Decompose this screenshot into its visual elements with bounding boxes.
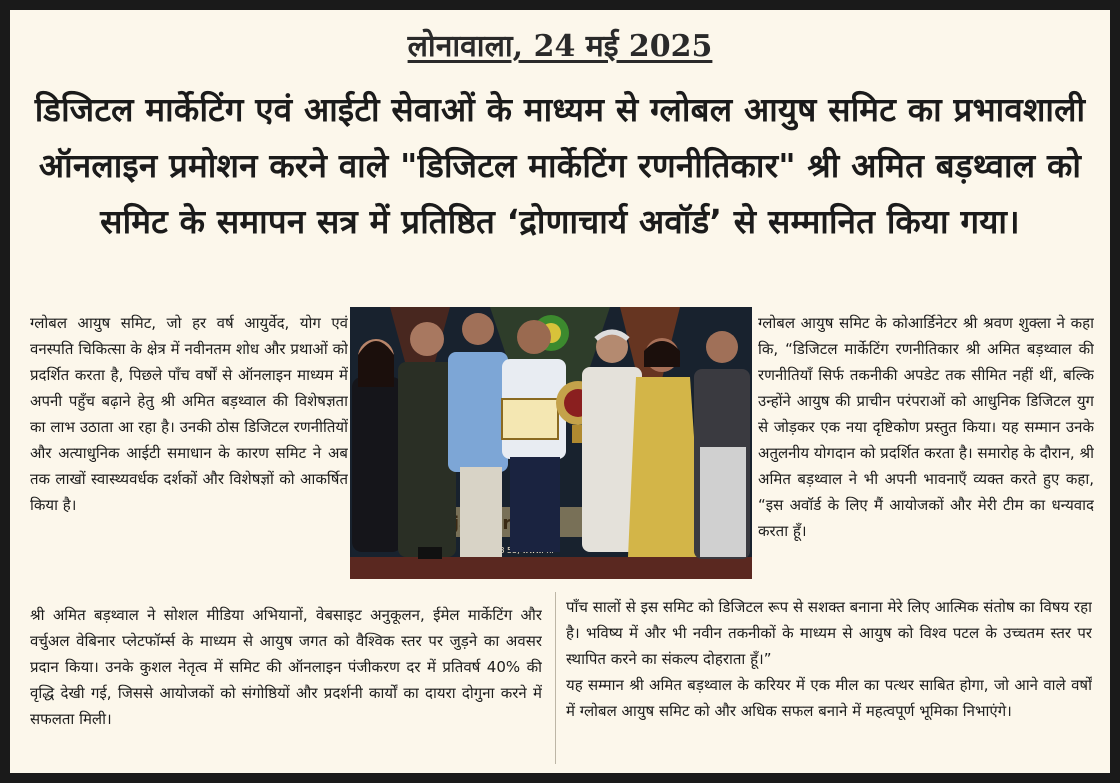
article-paragraph: पाँच सालों से इस समिट को डिजिटल रूप से सशक्त बनाना मेरे लिए आत्मिक संतोष का विषय रहा है। भविष्य में और भी नवीन तकनीकों के माध्यम से आयुष को विश्व पटल के उच्चतम स्तर पर स्थापित करने का संकल्प दोहराता हूँ।” — [566, 598, 1092, 668]
article-column-right — [758, 310, 1094, 590]
article-column-bottom-left — [30, 602, 542, 762]
newspaper-clipping — [10, 10, 1110, 773]
award-ceremony-photo — [350, 307, 752, 579]
article-paragraph: यह सम्मान श्री अमित बड़थ्वाल के करियर में एक मील का पत्थर साबित होगा, जो आने वाले वर्षों में ग्लोबल आयुष समिट को और अधिक सफल बनाने में महत्वपूर्ण भूमिका निभाएंगे। — [566, 676, 1092, 720]
article-paragraph: ग्लोबल आयुष समिट, जो हर वर्ष आयुर्वेद, योग एवं वनस्पति चिकित्सा के क्षेत्र में नवीनतम शोध और प्रथाओं को प्रदर्शित करता है, पिछले पाँच वर्षों से ऑनलाइन माध्यम में अपनी पहुँच बढ़ाने हेतु श्री अमित बड़थ्वाल की विशेषज्ञता का लाभ उठाता आ रहा है। उनकी ठोस डिजिटल रणनीतियों और अत्याधुनिक आईटी समाधान के कारण समिट ने अब तक लाखों स्वास्थ्यवर्धक दर्शकों और विशेषज्ञों को आकर्षित किया है। — [30, 314, 348, 514]
article-column-left — [30, 310, 348, 590]
column-divider — [555, 592, 556, 764]
headline: डिजिटल मार्केटिंग एवं आईटी सेवाओं के माध्यम से ग्लोबल आयुष समिट का प्रभावशाली ऑनलाइन प्रमोशन करने वाले "डिजिटल मार्केटिंग रणनीतिकार" श्री अमित बड़थ्वाल को समिट के समापन सत्र में प्रतिष्ठित ‘द्रोणाचार्य अवॉर्ड’ से सम्मानित किया गया। — [34, 90, 1086, 241]
article-column-bottom-right — [566, 594, 1092, 764]
article-paragraph: श्री अमित बड़थ्वाल ने सोशल मीडिया अभियानों, वेबसाइट अनुकूलन, ईमेल मार्केटिंग और वर्चुअल वेबिनार प्लेटफॉर्म्स के माध्यम से आयुष जगत को वैश्विक स्तर पर जुड़ने का अवसर प्रदान किया। उनके कुशल नेतृत्व में समिट की ऑनलाइन पंजीकरण दर में प्रतिवर्ष 40% की वृद्धि देखी गई, जिससे आयोजकों को संगोष्ठियों और प्रदर्शनी कार्यों का दायरा दोगुना करने में सफलता मिली। — [30, 606, 542, 728]
dateline: लोनावाला, 24 मई 2025 — [407, 29, 713, 64]
article-paragraph: ग्लोबल आयुष समिट के कोआर्डिनेटर श्री श्रवण शुक्ला ने कहा कि, “डिजिटल मार्केटिंग रणनीतिकार श्री अमित बड़थ्वाल की रणनीतियाँ सिर्फ तकनीकी अपडेट तक सीमित नहीं थीं, बल्कि उन्होंने आयुष की प्राचीन परंपराओं को आधुनिक डिजिटल युग से जोड़कर एक नया दृष्टिकोण प्रस्तुत किया। यह सम्मान उनके अतुलनीय योगदान को प्रदर्शित करता है। समारोह के दौरान, श्री अमित बड़थ्वाल ने भी अपनी भावनाएँ व्यक्त करते हुए कहा, “इस अवॉर्ड के लिए मैं आयोजकों और मेरी टीम का धन्यवाद करता हूँ। — [758, 314, 1094, 540]
